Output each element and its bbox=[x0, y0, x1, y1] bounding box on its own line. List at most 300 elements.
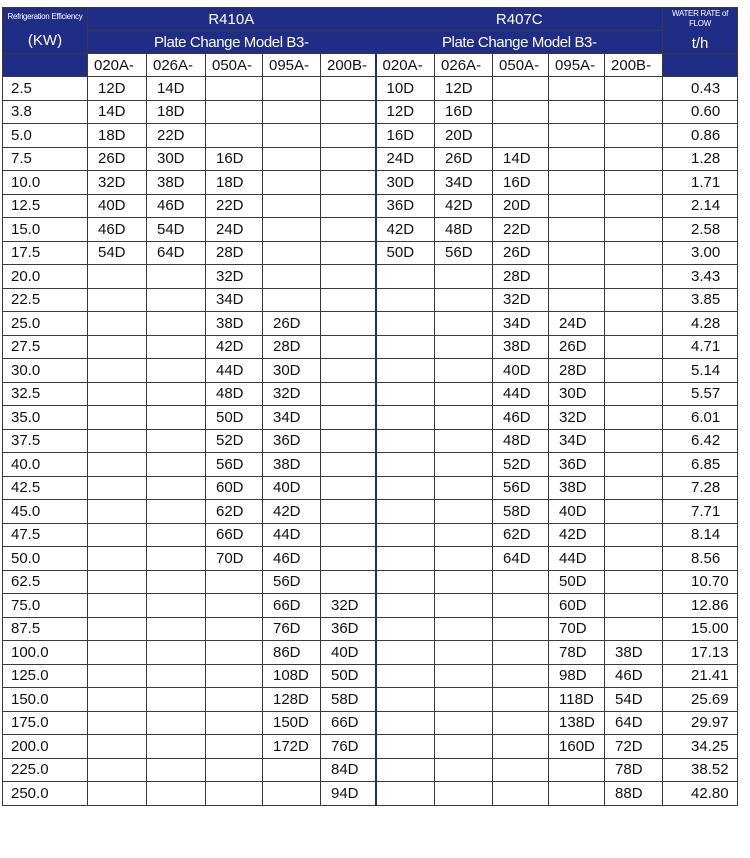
flow-cell: 10.70 bbox=[663, 570, 738, 594]
r410a-model-cell bbox=[147, 547, 206, 571]
table-row bbox=[3, 147, 738, 171]
r407c-model-cell bbox=[435, 335, 493, 359]
r407c-model-cell: 64D bbox=[605, 711, 663, 735]
r407c-model-cell bbox=[435, 453, 493, 477]
r410a-model-cell bbox=[263, 758, 321, 782]
r410a-model-cell bbox=[147, 570, 206, 594]
flow-cell: 38.52 bbox=[663, 758, 738, 782]
r407c-model-cell: 138D bbox=[549, 711, 605, 735]
r410a-model-cell bbox=[321, 570, 376, 594]
efficiency-cell: 150.0 bbox=[3, 688, 88, 712]
table-row bbox=[3, 288, 738, 312]
model-col-r407c-026a: 026A- bbox=[435, 54, 493, 77]
r407c-model-cell bbox=[493, 124, 549, 148]
r410a-model-cell: 46D bbox=[263, 547, 321, 571]
r407c-model-cell bbox=[376, 288, 435, 312]
efficiency-cell: 75.0 bbox=[3, 594, 88, 618]
r410a-model-cell: 54D bbox=[88, 241, 147, 265]
r410a-model-cell: 44D bbox=[206, 359, 263, 383]
r410a-model-cell: 40D bbox=[321, 641, 376, 665]
r410a-model-cell: 62D bbox=[206, 500, 263, 524]
r407c-model-cell: 30D bbox=[549, 382, 605, 406]
r407c-model-cell: 50D bbox=[376, 241, 435, 265]
efficiency-cell: 22.5 bbox=[3, 288, 88, 312]
flow-cell: 7.71 bbox=[663, 500, 738, 524]
r407c-model-cell bbox=[435, 476, 493, 500]
r407c-model-cell bbox=[549, 77, 605, 101]
r407c-model-cell bbox=[376, 429, 435, 453]
efficiency-cell: 225.0 bbox=[3, 758, 88, 782]
table-row bbox=[3, 100, 738, 124]
table-row bbox=[3, 664, 738, 688]
r410a-model-cell bbox=[147, 735, 206, 759]
r410a-model-cell bbox=[88, 758, 147, 782]
plate-heat-exchanger-table-wrapper bbox=[2, 7, 737, 806]
r407c-model-cell: 22D bbox=[493, 218, 549, 242]
flow-cell: 8.56 bbox=[663, 547, 738, 571]
r407c-model-cell bbox=[435, 735, 493, 759]
r410a-model-cell bbox=[206, 124, 263, 148]
r407c-model-cell: 64D bbox=[493, 547, 549, 571]
model-col-r407c-095a: 095A- bbox=[549, 54, 605, 77]
flow-cell: 4.28 bbox=[663, 312, 738, 336]
r407c-model-cell: 88D bbox=[605, 782, 663, 806]
table-row bbox=[3, 523, 738, 547]
r407c-model-cell bbox=[435, 547, 493, 571]
efficiency-cell: 50.0 bbox=[3, 547, 88, 571]
r407c-model-cell: 160D bbox=[549, 735, 605, 759]
efficiency-cell: 87.5 bbox=[3, 617, 88, 641]
r410a-model-cell bbox=[88, 782, 147, 806]
r407c-model-cell bbox=[605, 453, 663, 477]
r410a-model-cell: 46D bbox=[88, 218, 147, 242]
efficiency-cell: 37.5 bbox=[3, 429, 88, 453]
r410a-model-cell bbox=[206, 711, 263, 735]
r407c-model-cell bbox=[605, 570, 663, 594]
r410a-model-cell: 30D bbox=[147, 147, 206, 171]
table-row bbox=[3, 735, 738, 759]
r407c-model-cell bbox=[605, 241, 663, 265]
r410a-model-cell: 128D bbox=[263, 688, 321, 712]
r410a-model-cell: 38D bbox=[147, 171, 206, 195]
flow-label: WATER RATE of FLOW bbox=[672, 9, 729, 28]
r410a-model-cell: 66D bbox=[263, 594, 321, 618]
table-row bbox=[3, 312, 738, 336]
r410a-model-cell bbox=[147, 500, 206, 524]
r410a-model-cell bbox=[321, 265, 376, 289]
flow-unit: t/h bbox=[691, 35, 709, 52]
table-row bbox=[3, 124, 738, 148]
r410a-model-cell bbox=[263, 194, 321, 218]
r410a-model-cell bbox=[88, 641, 147, 665]
r407c-model-cell: 48D bbox=[493, 429, 549, 453]
r410a-model-cell bbox=[206, 641, 263, 665]
r407c-model-cell bbox=[549, 782, 605, 806]
r407c-model-cell: 24D bbox=[549, 312, 605, 336]
model-col-r407c-200b: 200B- bbox=[605, 54, 663, 77]
r407c-model-cell bbox=[605, 500, 663, 524]
r407c-model-cell bbox=[493, 664, 549, 688]
r410a-model-cell bbox=[147, 335, 206, 359]
r407c-model-cell: 34D bbox=[549, 429, 605, 453]
r407c-model-cell bbox=[605, 406, 663, 430]
model-col-r407c-020a: 020A- bbox=[376, 54, 435, 77]
r410a-model-cell bbox=[263, 171, 321, 195]
r407c-model-cell: 60D bbox=[549, 594, 605, 618]
r410a-model-cell: 38D bbox=[263, 453, 321, 477]
r407c-model-cell bbox=[376, 359, 435, 383]
r410a-model-cell bbox=[206, 758, 263, 782]
r410a-model-cell: 18D bbox=[147, 100, 206, 124]
r407c-model-cell: 54D bbox=[605, 688, 663, 712]
r407c-model-cell bbox=[493, 688, 549, 712]
r407c-model-cell bbox=[376, 664, 435, 688]
r410a-model-cell: 40D bbox=[88, 194, 147, 218]
flow-cell: 3.00 bbox=[663, 241, 738, 265]
r407c-model-cell bbox=[549, 758, 605, 782]
flow-cell: 3.85 bbox=[663, 288, 738, 312]
r407c-model-cell: 62D bbox=[493, 523, 549, 547]
table-row bbox=[3, 382, 738, 406]
r410a-model-cell: 42D bbox=[206, 335, 263, 359]
table-row bbox=[3, 711, 738, 735]
table-row bbox=[3, 688, 738, 712]
r407c-model-cell bbox=[605, 171, 663, 195]
efficiency-cell: 17.5 bbox=[3, 241, 88, 265]
r407c-model-cell bbox=[376, 265, 435, 289]
r410a-model-cell: 28D bbox=[206, 241, 263, 265]
r407c-model-cell bbox=[605, 100, 663, 124]
flow-cell: 6.01 bbox=[663, 406, 738, 430]
r407c-model-cell bbox=[435, 711, 493, 735]
r407c-model-cell: 40D bbox=[493, 359, 549, 383]
r407c-model-cell bbox=[549, 147, 605, 171]
r410a-model-cell: 150D bbox=[263, 711, 321, 735]
r407c-model-cell bbox=[435, 429, 493, 453]
r410a-model-cell bbox=[147, 429, 206, 453]
r410a-model-cell bbox=[206, 617, 263, 641]
r407c-model-cell bbox=[493, 594, 549, 618]
r410a-model-cell bbox=[321, 406, 376, 430]
table-row bbox=[3, 476, 738, 500]
r410a-model-cell bbox=[321, 547, 376, 571]
flow-cell: 17.13 bbox=[663, 641, 738, 665]
r410a-model-cell bbox=[88, 664, 147, 688]
efficiency-cell: 27.5 bbox=[3, 335, 88, 359]
r410a-model-cell: 32D bbox=[321, 594, 376, 618]
r410a-model-cell bbox=[206, 570, 263, 594]
r410a-model-cell: 94D bbox=[321, 782, 376, 806]
efficiency-cell: 3.8 bbox=[3, 100, 88, 124]
r410a-model-cell: 14D bbox=[88, 100, 147, 124]
r407c-model-cell: 42D bbox=[435, 194, 493, 218]
r407c-model-cell bbox=[605, 265, 663, 289]
r410a-model-cell bbox=[147, 664, 206, 688]
flow-cell: 2.58 bbox=[663, 218, 738, 242]
r407c-model-cell: 30D bbox=[376, 171, 435, 195]
r407c-model-cell: 38D bbox=[605, 641, 663, 665]
r407c-model-cell: 44D bbox=[549, 547, 605, 571]
flow-cell: 6.85 bbox=[663, 453, 738, 477]
table-body bbox=[3, 77, 738, 806]
r410a-model-cell: 32D bbox=[263, 382, 321, 406]
r410a-model-cell: 50D bbox=[321, 664, 376, 688]
r407c-model-cell bbox=[549, 171, 605, 195]
flow-cell: 1.71 bbox=[663, 171, 738, 195]
model-row-spacer bbox=[3, 54, 88, 77]
r407c-model-cell bbox=[435, 500, 493, 524]
flow-cell: 34.25 bbox=[663, 735, 738, 759]
efficiency-cell: 32.5 bbox=[3, 382, 88, 406]
r410a-model-cell: 60D bbox=[206, 476, 263, 500]
efficiency-cell: 12.5 bbox=[3, 194, 88, 218]
r407c-model-cell bbox=[376, 594, 435, 618]
r410a-model-cell: 18D bbox=[88, 124, 147, 148]
model-col-r410a-200b: 200B- bbox=[321, 54, 376, 77]
r407c-model-cell bbox=[435, 664, 493, 688]
r410a-model-cell bbox=[147, 476, 206, 500]
r410a-model-cell: 22D bbox=[206, 194, 263, 218]
r410a-model-cell: 34D bbox=[263, 406, 321, 430]
flow-cell: 5.57 bbox=[663, 382, 738, 406]
flow-cell: 0.86 bbox=[663, 124, 738, 148]
r410a-model-cell bbox=[88, 359, 147, 383]
r410a-model-cell bbox=[88, 288, 147, 312]
r407c-model-cell bbox=[549, 265, 605, 289]
r410a-model-cell bbox=[263, 100, 321, 124]
r407c-model-cell bbox=[605, 312, 663, 336]
model-col-r410a-020a: 020A- bbox=[88, 54, 147, 77]
r410a-model-cell bbox=[147, 711, 206, 735]
efficiency-cell: 35.0 bbox=[3, 406, 88, 430]
r407c-model-cell bbox=[376, 735, 435, 759]
r410a-model-cell: 24D bbox=[206, 218, 263, 242]
r410a-header: R410A bbox=[88, 8, 376, 31]
r410a-model-cell bbox=[321, 77, 376, 101]
r407c-model-cell bbox=[549, 100, 605, 124]
r410a-model-cell bbox=[147, 594, 206, 618]
model-col-r410a-095a: 095A- bbox=[263, 54, 321, 77]
flow-cell: 4.71 bbox=[663, 335, 738, 359]
r410a-model-cell: 34D bbox=[206, 288, 263, 312]
efficiency-cell: 7.5 bbox=[3, 147, 88, 171]
r407c-model-cell bbox=[376, 641, 435, 665]
r407c-model-cell bbox=[605, 124, 663, 148]
r410a-model-cell bbox=[147, 382, 206, 406]
r410a-model-cell: 48D bbox=[206, 382, 263, 406]
r407c-model-cell bbox=[605, 547, 663, 571]
flow-cell: 15.00 bbox=[663, 617, 738, 641]
selection-table bbox=[2, 7, 738, 806]
flow-cell: 25.69 bbox=[663, 688, 738, 712]
r410a-model-cell bbox=[321, 288, 376, 312]
table-row bbox=[3, 547, 738, 571]
r410a-model-cell bbox=[147, 617, 206, 641]
r410a-model-cell: 36D bbox=[263, 429, 321, 453]
r410a-model-cell bbox=[206, 664, 263, 688]
table-row bbox=[3, 171, 738, 195]
r407c-model-cell bbox=[376, 382, 435, 406]
efficiency-cell: 25.0 bbox=[3, 312, 88, 336]
r410a-model-cell bbox=[263, 782, 321, 806]
r407c-model-cell bbox=[493, 617, 549, 641]
r410a-model-cell bbox=[88, 617, 147, 641]
r407c-model-cell: 42D bbox=[376, 218, 435, 242]
efficiency-cell: 125.0 bbox=[3, 664, 88, 688]
table-row bbox=[3, 641, 738, 665]
r410a-model-cell bbox=[88, 429, 147, 453]
r410a-model-cell bbox=[321, 241, 376, 265]
r410a-model-cell: 14D bbox=[147, 77, 206, 101]
r407c-model-cell bbox=[376, 547, 435, 571]
flow-cell: 5.14 bbox=[663, 359, 738, 383]
r410a-model-cell: 84D bbox=[321, 758, 376, 782]
r410a-model-cell bbox=[88, 688, 147, 712]
r410a-model-cell bbox=[88, 382, 147, 406]
r410a-model-cell: 38D bbox=[206, 312, 263, 336]
model-col-r410a-026a: 026A- bbox=[147, 54, 206, 77]
r410a-model-cell: 108D bbox=[263, 664, 321, 688]
table-row bbox=[3, 406, 738, 430]
table-row bbox=[3, 335, 738, 359]
r410a-model-cell bbox=[88, 594, 147, 618]
r410a-model-cell bbox=[263, 241, 321, 265]
r407c-model-cell bbox=[435, 312, 493, 336]
r407c-model-cell bbox=[549, 288, 605, 312]
flow-cell: 3.43 bbox=[663, 265, 738, 289]
r407c-model-cell bbox=[493, 782, 549, 806]
r410a-model-cell: 26D bbox=[263, 312, 321, 336]
efficiency-cell: 40.0 bbox=[3, 453, 88, 477]
r410a-model-cell: 46D bbox=[147, 194, 206, 218]
r407c-model-cell bbox=[376, 570, 435, 594]
r410a-model-cell: 42D bbox=[263, 500, 321, 524]
r410a-model-cell: 40D bbox=[263, 476, 321, 500]
r410a-model-cell bbox=[88, 476, 147, 500]
r410a-model-cell bbox=[147, 782, 206, 806]
r410a-model-cell: 30D bbox=[263, 359, 321, 383]
r407c-model-cell: 46D bbox=[605, 664, 663, 688]
table-row bbox=[3, 359, 738, 383]
efficiency-label: Refrigeration Efficiency bbox=[7, 12, 83, 21]
r410a-model-cell bbox=[263, 124, 321, 148]
r410a-model-cell: 44D bbox=[263, 523, 321, 547]
r407c-model-cell bbox=[435, 265, 493, 289]
efficiency-cell: 250.0 bbox=[3, 782, 88, 806]
r407c-model-cell: 70D bbox=[549, 617, 605, 641]
r410a-model-cell bbox=[206, 594, 263, 618]
r410a-model-cell: 58D bbox=[321, 688, 376, 712]
r410a-model-cell bbox=[321, 476, 376, 500]
r407c-model-cell: 58D bbox=[493, 500, 549, 524]
r410a-model-cell bbox=[263, 288, 321, 312]
r410a-model-cell bbox=[206, 100, 263, 124]
r407c-model-cell bbox=[435, 688, 493, 712]
r410a-model-cell bbox=[147, 359, 206, 383]
r410a-model-cell bbox=[321, 171, 376, 195]
r407c-model-cell: 12D bbox=[376, 100, 435, 124]
efficiency-cell: 62.5 bbox=[3, 570, 88, 594]
r410a-model-cell: 86D bbox=[263, 641, 321, 665]
r410a-model-cell bbox=[88, 500, 147, 524]
model-col-r410a-050a: 050A- bbox=[206, 54, 263, 77]
r407c-model-cell bbox=[605, 476, 663, 500]
r410a-model-cell: 28D bbox=[263, 335, 321, 359]
r407c-model-cell bbox=[435, 382, 493, 406]
r410a-model-cell: 76D bbox=[263, 617, 321, 641]
r407c-model-cell bbox=[605, 194, 663, 218]
efficiency-cell: 15.0 bbox=[3, 218, 88, 242]
r407c-model-cell: 98D bbox=[549, 664, 605, 688]
r407c-model-cell: 50D bbox=[549, 570, 605, 594]
r410a-model-cell: 32D bbox=[206, 265, 263, 289]
r410a-model-cell: 22D bbox=[147, 124, 206, 148]
efficiency-unit: (KW) bbox=[27, 32, 63, 49]
r407c-header: R407C bbox=[376, 8, 663, 31]
r410a-model-cell bbox=[88, 265, 147, 289]
table-row bbox=[3, 241, 738, 265]
r410a-model-cell bbox=[88, 335, 147, 359]
r407c-model-cell: 34D bbox=[435, 171, 493, 195]
r407c-model-cell bbox=[605, 617, 663, 641]
r407c-model-cell bbox=[435, 359, 493, 383]
r407c-model-cell: 10D bbox=[376, 77, 435, 101]
r410a-model-cell bbox=[147, 406, 206, 430]
r410a-model-cell: 12D bbox=[88, 77, 147, 101]
efficiency-cell: 10.0 bbox=[3, 171, 88, 195]
r410a-model-cell bbox=[321, 523, 376, 547]
model-col-r407c-050a: 050A- bbox=[493, 54, 549, 77]
r407c-model-cell: 78D bbox=[549, 641, 605, 665]
flow-cell: 0.43 bbox=[663, 77, 738, 101]
r407c-model-cell bbox=[493, 711, 549, 735]
r410a-model-cell bbox=[206, 782, 263, 806]
r410a-model-cell bbox=[321, 194, 376, 218]
r407c-model-cell bbox=[376, 500, 435, 524]
flow-cell: 8.14 bbox=[663, 523, 738, 547]
r407c-model-cell bbox=[376, 782, 435, 806]
r410a-model-cell bbox=[88, 735, 147, 759]
table-row bbox=[3, 429, 738, 453]
r410a-model-cell bbox=[147, 312, 206, 336]
r407c-model-cell bbox=[435, 758, 493, 782]
model-row-flow-spacer bbox=[663, 54, 738, 77]
r407c-model-cell: 28D bbox=[493, 265, 549, 289]
r410a-model-cell bbox=[263, 265, 321, 289]
r410a-model-cell: 18D bbox=[206, 171, 263, 195]
r410a-model-cell bbox=[321, 359, 376, 383]
r410a-model-cell: 54D bbox=[147, 218, 206, 242]
r410a-model-cell bbox=[263, 77, 321, 101]
r407c-model-cell: 26D bbox=[493, 241, 549, 265]
r407c-model-cell: 16D bbox=[435, 100, 493, 124]
table-row bbox=[3, 500, 738, 524]
r410a-model-cell bbox=[88, 523, 147, 547]
efficiency-cell: 5.0 bbox=[3, 124, 88, 148]
r407c-model-cell bbox=[549, 124, 605, 148]
r410a-model-cell: 66D bbox=[321, 711, 376, 735]
r407c-model-cell: 24D bbox=[376, 147, 435, 171]
r410a-model-cell bbox=[321, 124, 376, 148]
r410a-model-cell bbox=[147, 453, 206, 477]
r410a-model-cell: 16D bbox=[206, 147, 263, 171]
r410a-model-cell bbox=[147, 641, 206, 665]
r410a-model-cell bbox=[147, 523, 206, 547]
r407c-model-cell bbox=[376, 312, 435, 336]
r407c-model-cell bbox=[376, 758, 435, 782]
r410a-model-cell bbox=[263, 147, 321, 171]
r407c-model-cell bbox=[376, 617, 435, 641]
